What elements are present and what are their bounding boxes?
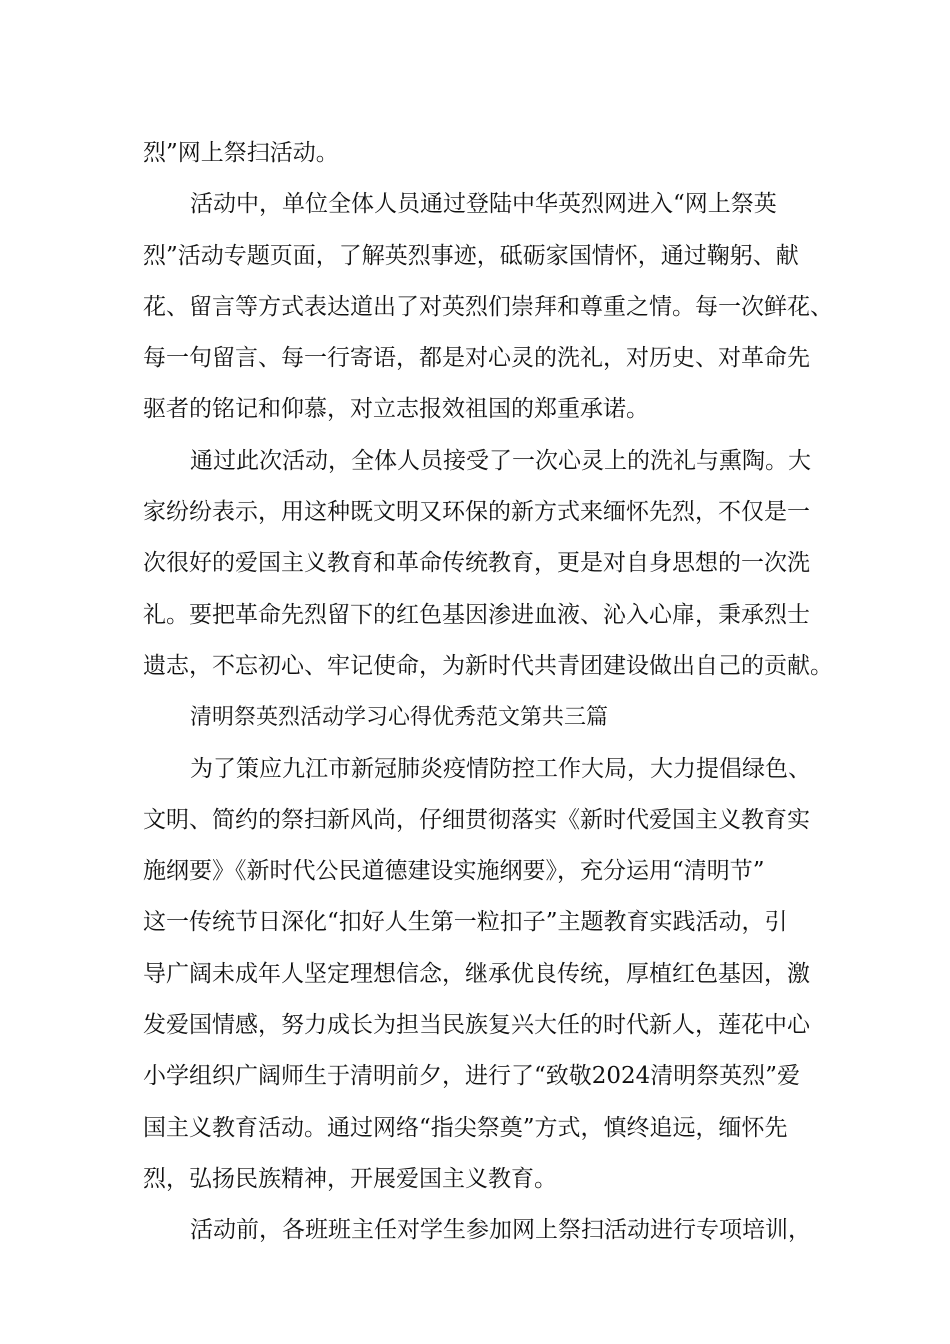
text-line: 礼。要把革命先烈留下的红色基因渗进血液、沁入心扉，秉承烈士 [143, 601, 810, 628]
text-line: 导广阔未成年人坚定理想信念，继承优良传统，厚植红色基因，激 [143, 960, 810, 987]
section-heading: 清明祭英烈活动学习心得优秀范文第共三篇 [190, 705, 609, 731]
paragraph-start-line: 为了策应九江市新冠肺炎疫情防控工作大局，大力提倡绿色、 [190, 755, 811, 782]
text-line: 驱者的铭记和仰慕，对立志报效祖国的郑重承诺。 [143, 396, 649, 423]
text-line: 烈”网上祭扫活动。 [143, 140, 339, 166]
text-line: 施纲要》《新时代公民道德建设实施纲要》，充分运用“清明节” [143, 858, 765, 885]
text-line: 次很好的爱国主义教育和革命传统教育，更是对自身思想的一次洗 [143, 550, 810, 577]
document-body [143, 128, 833, 1257]
paragraph-start-line: 活动中，单位全体人员通过登陆中华英烈网进入“网上祭英 [190, 191, 777, 218]
text-line: 烈”活动专题页面，了解英烈事迹，砥砺家国情怀，通过鞠躬、献 [143, 242, 799, 269]
text-line: 发爱国情感，努力成长为担当民族复兴大任的时代新人，莲花中心 [143, 1012, 810, 1039]
text-line: 遗志，不忘初心、牢记使命，为新时代共青团建设做出自己的贡献。 [143, 652, 833, 679]
text-line: 烈，弘扬民族精神，开展爱国主义教育。 [143, 1165, 557, 1192]
text-line: 家纷纷表示，用这种既文明又环保的新方式来缅怀先烈，不仅是一 [143, 499, 810, 526]
paragraph-start-line: 通过此次活动，全体人员接受了一次心灵上的洗礼与熏陶。大 [190, 447, 811, 474]
text-line: 国主义教育活动。通过网络“指尖祭奠”方式，慎终追远，缅怀先 [143, 1114, 788, 1141]
text-line: 花、留言等方式表达道出了对英烈们崇拜和尊重之情。每一次鲜花、 [143, 293, 833, 320]
text-line: 文明、简约的祭扫新风尚，仔细贯彻落实《新时代爱国主义教育实 [143, 806, 810, 833]
text-line: 小学组织广阔师生于清明前夕，进行了“致敬2024清明祭英烈”爱 [143, 1063, 801, 1090]
text-line: 每一句留言、每一行寄语，都是对心灵的洗礼，对历史、对革命先 [143, 345, 810, 372]
paragraph-start-line: 活动前，各班班主任对学生参加网上祭扫活动进行专项培训， [190, 1217, 811, 1244]
text-line: 这一传统节日深化“扣好人生第一粒扣子”主题教育实践活动，引 [143, 909, 788, 936]
